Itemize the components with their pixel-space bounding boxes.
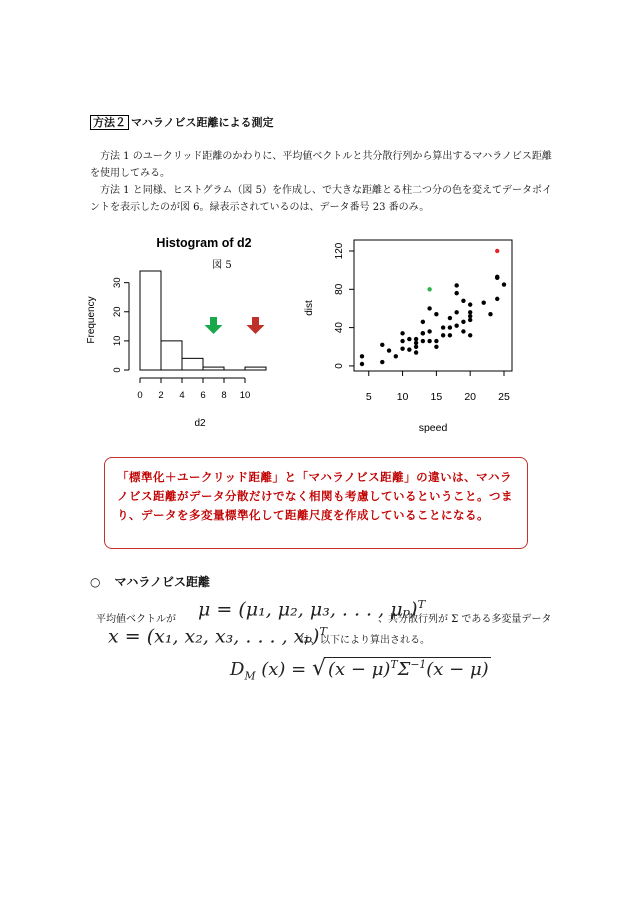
scatter-point xyxy=(502,282,506,286)
dm-sigma: Σ xyxy=(397,659,411,680)
scatter-point xyxy=(488,312,492,316)
sqrt-sign: √ xyxy=(311,656,326,681)
figure-5-label: 図 5 xyxy=(212,260,232,271)
section-heading xyxy=(90,114,274,130)
down-arrow-icon xyxy=(205,317,223,334)
scatter-point xyxy=(468,310,472,314)
histogram-bar xyxy=(203,367,224,370)
scatter-point xyxy=(421,331,425,335)
histogram-x-tick-label: 10 xyxy=(239,390,251,401)
dm-subscript: M xyxy=(244,669,256,683)
scatter-point xyxy=(495,275,499,279)
scatter-point xyxy=(468,318,472,322)
scatter-point xyxy=(461,329,465,333)
scatter-point xyxy=(495,249,499,253)
x-formula-body: x = (x₁, x₂, x₃, . . . , xₚ) xyxy=(108,625,320,648)
x-vector-formula xyxy=(108,624,327,647)
scatter-x-tick-label: 15 xyxy=(430,391,443,403)
scatter-point xyxy=(448,316,452,320)
sqrt-radicand xyxy=(326,657,491,680)
histogram-y-tick-label: 10 xyxy=(112,335,123,347)
scatter-point xyxy=(360,354,364,358)
scatter-point xyxy=(421,320,425,324)
computed-as-text: は、以下により算出される。 xyxy=(300,635,430,646)
histogram-bar xyxy=(140,271,161,370)
scatter-chart xyxy=(296,228,528,438)
scatter-xlabel: speed xyxy=(418,422,448,434)
mu-formula-body: μ = (μ₁, μ₂, μ₃, . . . , μₚ) xyxy=(198,598,418,621)
scatter-x-tick-label: 20 xyxy=(464,391,477,403)
scatter-point xyxy=(400,346,404,350)
scatter-point xyxy=(448,325,452,329)
histogram-bar xyxy=(245,367,266,370)
histogram-x-tick-label: 8 xyxy=(221,390,227,401)
histogram-y-tick-label: 30 xyxy=(112,277,123,288)
scatter-point xyxy=(380,360,384,364)
scatter-point xyxy=(454,291,458,295)
histogram-y-tick-label: 0 xyxy=(112,367,123,373)
scatter-x-tick-label: 25 xyxy=(498,391,510,403)
scatter-point xyxy=(468,314,472,318)
dm-argument: (x) = xyxy=(261,659,307,680)
mean-vector-text: 平均値ベクトルが xyxy=(96,614,176,625)
scatter-point xyxy=(482,301,486,305)
circle-bullet: ○ xyxy=(90,575,101,589)
scatter-point xyxy=(380,343,384,347)
scatter-point xyxy=(441,333,445,337)
scatter-y-tick-label: 40 xyxy=(334,322,345,334)
dm-radicand-2: (x − μ) xyxy=(426,659,489,680)
scatter-point xyxy=(414,341,418,345)
scatter-point xyxy=(407,347,411,351)
scatter-point xyxy=(400,331,404,335)
scatter-point xyxy=(468,333,472,337)
histogram-x-tick-label: 2 xyxy=(158,390,164,401)
scatter-ylabel: dist xyxy=(304,300,315,316)
dm-radicand-1: (x − μ) xyxy=(328,659,391,680)
scatter-point xyxy=(427,339,431,343)
heading-text: マハラノビス距離による測定 xyxy=(131,116,274,129)
histogram-ylabel: Frequency xyxy=(86,296,97,344)
scatter-point xyxy=(360,362,364,366)
histogram-bar xyxy=(182,358,203,370)
highlight-callout: 「標準化＋ユークリッド距離」と「マハラノビス距離」の違いは、マハラノビス距離がデータ分散だけでなく相関も考慮しているということ。つまり、データを多変量標準化して距離尺度を作成していることになる。 xyxy=(104,457,528,549)
scatter-point xyxy=(434,339,438,343)
mu-transpose: T xyxy=(417,597,426,611)
scatter-point xyxy=(394,354,398,358)
scatter-point xyxy=(441,325,445,329)
scatter-point xyxy=(400,339,404,343)
mahalanobis-heading xyxy=(90,573,210,590)
covariance-text: 、共分散行列が Σ である多変量データ xyxy=(378,614,552,625)
dm-symbol: D xyxy=(230,659,245,680)
scatter-point xyxy=(454,283,458,287)
scatter-point xyxy=(427,287,431,291)
scatter-point xyxy=(414,350,418,354)
scatter-point xyxy=(414,337,418,341)
paragraph-2: 方法 1 と同様、ヒストグラム（図 5）を作成し、で大きな距離とる柱二つ分の色を変えてデータポイントを表示したのが図 6。緑表示されているのは、データ番号 23 番のみ。 xyxy=(90,185,552,213)
scatter-x-tick-label: 5 xyxy=(365,391,372,403)
dm-transpose: T xyxy=(390,658,398,671)
histogram-bar xyxy=(161,341,182,370)
scatter-point xyxy=(421,339,425,343)
scatter-point xyxy=(434,345,438,349)
scatter-y-tick-label: 0 xyxy=(334,363,345,369)
scatter-y-tick-label: 80 xyxy=(334,283,345,295)
scatter-point xyxy=(454,323,458,327)
scatter-point xyxy=(468,302,472,306)
scatter-point xyxy=(407,337,411,341)
mahalanobis-formula xyxy=(230,656,491,683)
scatter-x-tick-label: 10 xyxy=(396,391,409,403)
paragraph-1: 方法 1 のユークリッド距離のかわりに、平均値ベクトルと共分散行列から算出するマハラノビス距離を使用してみる。 xyxy=(90,151,552,179)
scatter-plot-box xyxy=(354,240,512,371)
scatter-y-tick-label: 120 xyxy=(334,242,345,260)
scatter-point xyxy=(427,329,431,333)
scatter-point xyxy=(495,297,499,301)
method-number-box: 方法２ xyxy=(90,115,129,130)
histogram-xlabel: d2 xyxy=(194,418,206,429)
histogram-x-tick-label: 4 xyxy=(179,390,185,401)
histogram-x-tick-label: 6 xyxy=(200,390,206,401)
scatter-point xyxy=(461,299,465,303)
scatter-point xyxy=(387,348,391,352)
down-arrow-icon xyxy=(247,317,265,334)
histogram-y-tick-label: 20 xyxy=(112,306,123,318)
scatter-point xyxy=(461,320,465,324)
histogram-chart xyxy=(80,228,280,438)
scatter-point xyxy=(414,345,418,349)
x-transpose: T xyxy=(319,624,328,638)
histogram-x-tick-label: 0 xyxy=(137,390,143,401)
dm-inverse: −1 xyxy=(410,658,427,671)
histogram-title: Histogram of d2 xyxy=(156,236,252,250)
scatter-point xyxy=(454,310,458,314)
scatter-point xyxy=(427,306,431,310)
scatter-point xyxy=(434,312,438,316)
scatter-point xyxy=(448,333,452,337)
mahalanobis-title: マハラノビス距離 xyxy=(114,575,211,589)
